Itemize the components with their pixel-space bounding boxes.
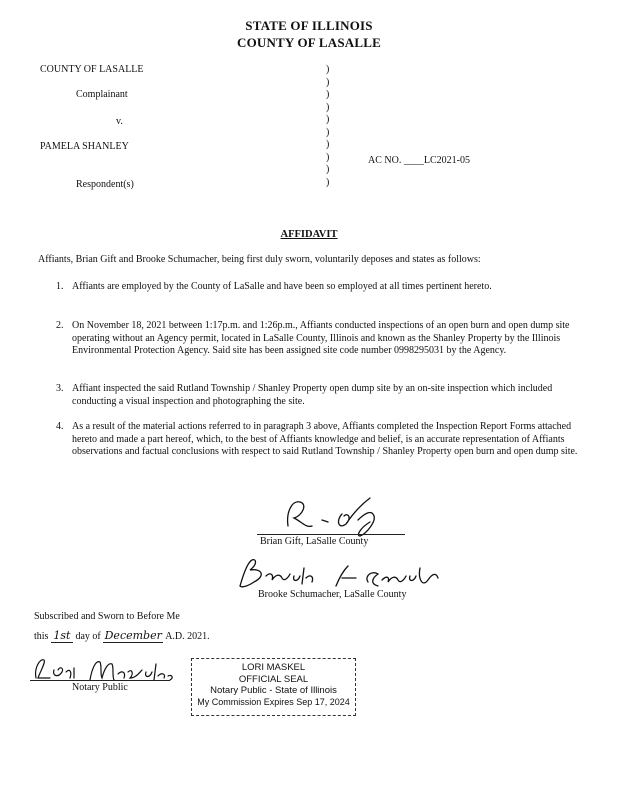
versus-label: v.	[116, 116, 123, 127]
header-state: STATE OF ILLINOIS	[245, 18, 373, 33]
complainant-role: Complainant	[76, 89, 128, 100]
respondent-role: Respondent(s)	[76, 179, 134, 190]
item-number: 1.	[56, 281, 64, 292]
seal-expiry-line: My Commission Expires Sep 17, 2024	[197, 696, 350, 707]
item-text: Affiant inspected the said Rutland Township / Shanley Property open dump site by an on-site inspection which included conducting a visual inspection and photographing the site.	[72, 383, 553, 407]
item-text: As a result of the material actions referred to in paragraph 3 above, Affiants completed the Inspection Report Forms attached hereto and made a part hereof, which, to the best of Affiants knowledge and belief, is an accurate representation of Affiants observations and factual conclusions with respect to said Rutland Township / Shanley Property open burn and open dump site.	[72, 421, 578, 457]
item-number: 4.	[56, 421, 64, 432]
case-number: AC NO. ____LC2021-05	[368, 155, 470, 166]
affidavit-title: AFFIDAVIT	[280, 229, 338, 240]
item-text: Affiants are employed by the County of LaSalle and have been so employed at all times pertinent hereto.	[72, 281, 492, 292]
signature-line-1	[257, 534, 405, 535]
item-number: 2.	[56, 320, 64, 331]
list-item	[56, 320, 586, 372]
seal-name: LORI MASKEL	[241, 662, 306, 673]
item-text: On November 18, 2021 between 1:17p.m. and 1:26p.m., Affiants conducted inspections of an open burn and open dump site operating without an Agency permit, located in LaSalle County, Illinois and known as the Shanley Property by the Illinois Environmental Protection Agency. Said site has been assigned site code number 0998295031 by the Agency.	[72, 320, 570, 356]
jurat-day: 1st	[51, 629, 73, 643]
list-item	[56, 421, 586, 473]
caption-parentheses: ) ) ) ) ) ) ) ) ) )	[326, 64, 330, 188]
seal-state-line: Notary Public - State of Illinois	[210, 685, 337, 696]
header-county: COUNTY OF LASALLE	[236, 35, 381, 50]
jurat-line: Subscribed and Sworn to Before Me	[34, 611, 180, 622]
item-number: 3.	[56, 383, 64, 394]
affiant-2-name: Brooke Schumacher, LaSalle County	[258, 589, 407, 600]
seal-title: OFFICIAL SEAL	[238, 673, 309, 685]
jurat-year: A.D. 2021.	[165, 631, 210, 642]
jurat-date-line	[34, 629, 210, 643]
intro-paragraph: Affiants, Brian Gift and Brooke Schumacher, being first duly sworn, voluntarily deposes and states as follows:	[38, 254, 481, 265]
jurat-month: December	[104, 629, 162, 642]
official-seal	[191, 658, 356, 716]
notary-signature-line	[30, 680, 170, 681]
complainant-name: COUNTY OF LASALLE	[40, 64, 144, 75]
list-item	[56, 281, 586, 307]
respondent-name: PAMELA SHANLEY	[40, 141, 129, 152]
affiant-1-name: Brian Gift, LaSalle County	[260, 536, 369, 547]
list-item	[56, 383, 586, 409]
jurat-this: this	[34, 631, 49, 642]
signature-brian-gift	[282, 490, 402, 538]
jurat-day-of: day of	[75, 631, 101, 642]
notary-label: Notary Public	[72, 682, 128, 693]
